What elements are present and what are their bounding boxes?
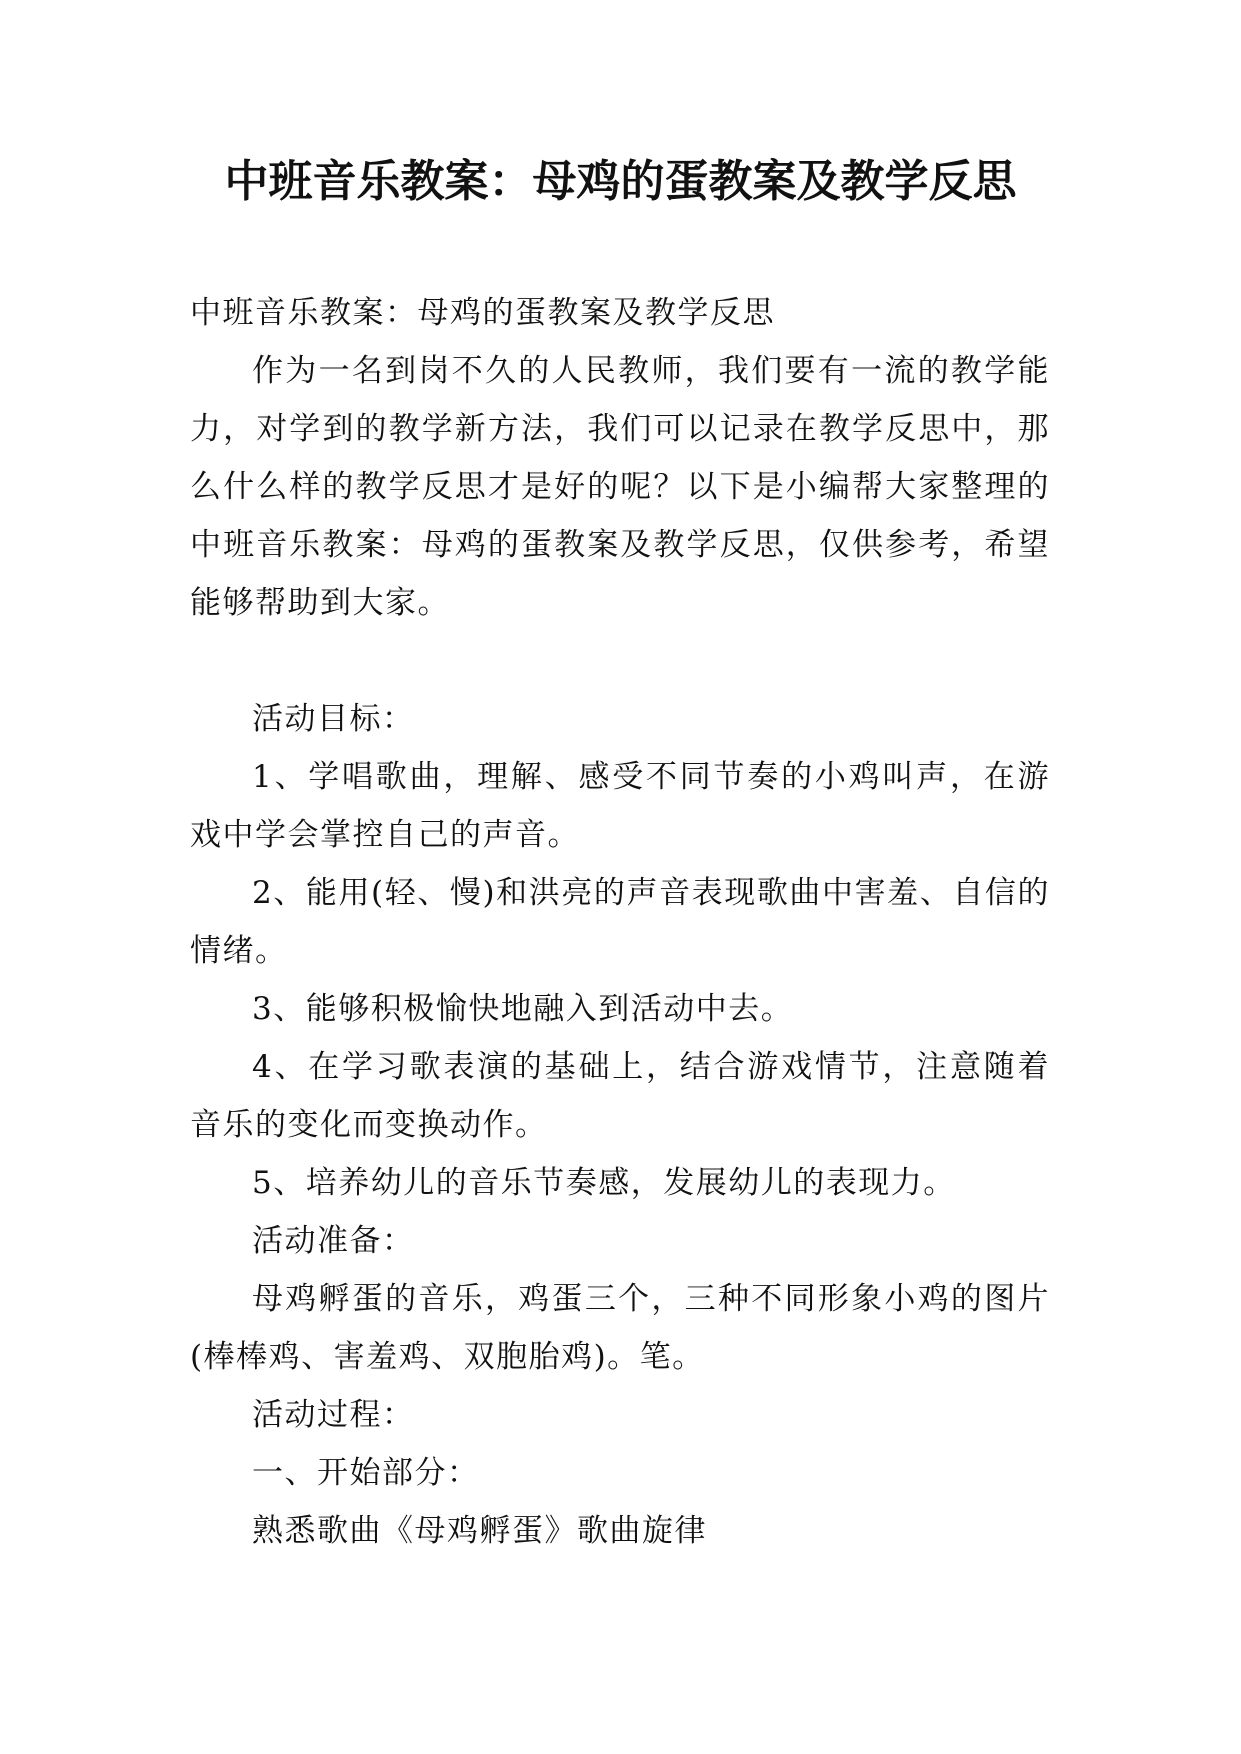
goal-item-1: 1、学唱歌曲，理解、感受不同节奏的小鸡叫声，在游戏中学会掌控自己的声音。	[190, 759, 1050, 853]
paragraph-spacer	[190, 632, 1050, 690]
body-heading: 中班音乐教案：母鸡的蛋教案及教学反思	[190, 295, 775, 331]
document-body	[190, 284, 1050, 1560]
process-paragraph: 熟悉歌曲《母鸡孵蛋》歌曲旋律	[252, 1513, 707, 1549]
section-heading-process: 活动过程：	[252, 1397, 415, 1433]
section-heading-goals: 活动目标：	[252, 701, 415, 737]
section-heading-preparation: 活动准备：	[252, 1223, 415, 1259]
process-part-heading: 一、开始部分：	[252, 1455, 480, 1491]
goal-item-2: 2、能用(轻、慢)和洪亮的声音表现歌曲中害羞、自信的情绪。	[190, 875, 1050, 969]
goal-item-5: 5、培养幼儿的音乐节奏感，发展幼儿的表现力。	[252, 1165, 956, 1201]
goal-item-4: 4、在学习歌表演的基础上，结合游戏情节，注意随着音乐的变化而变换动作。	[190, 1049, 1050, 1143]
document-title: 中班音乐教案：母鸡的蛋教案及教学反思	[224, 156, 1017, 207]
goal-item-3: 3、能够积极愉快地融入到活动中去。	[252, 991, 794, 1027]
preparation-paragraph: 母鸡孵蛋的音乐，鸡蛋三个，三种不同形象小鸡的图片(棒棒鸡、害羞鸡、双胞胎鸡)。笔。	[190, 1281, 1050, 1375]
intro-paragraph: 作为一名到岗不久的人民教师，我们要有一流的教学能力，对学到的教学新方法，我们可以记录在教学反思中，那么什么样的教学反思才是好的呢？以下是小编帮大家整理的中班音乐教案：母鸡的蛋教案及教学反思，仅供参考，希望能够帮助到大家。	[190, 353, 1050, 621]
